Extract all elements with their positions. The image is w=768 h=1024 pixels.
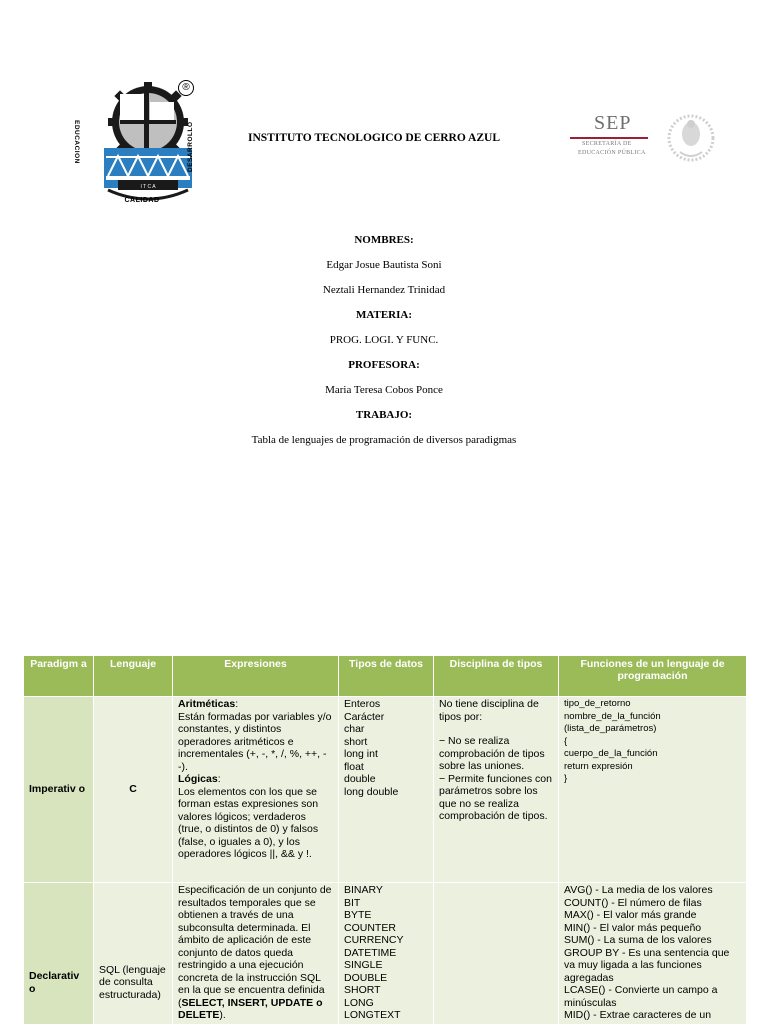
list-item: BIT: [344, 896, 361, 909]
sep-logo: [568, 108, 718, 168]
function-line: (lista_de_parámetros): [564, 723, 657, 734]
institute-title: INSTITUTO TECNOLOGICO DE CERRO AZUL: [248, 132, 501, 144]
function-line: return expresión: [564, 760, 633, 772]
list-item: BYTE: [344, 909, 372, 921]
header-type-discipline: Disciplina de tipos: [434, 656, 559, 697]
registered-mark: ®: [178, 80, 194, 96]
sep-divider: [570, 137, 648, 139]
header-data-types: Tipos de datos: [339, 656, 434, 697]
subject-value: PROG. LOGI. Y FUNC.: [329, 334, 439, 346]
data-types-cell: [339, 697, 434, 883]
sep-word: SEP: [594, 112, 632, 134]
list-item: long int: [344, 748, 378, 760]
function-line: MAX() - El valor más grande: [564, 909, 697, 921]
language-cell: SQL (lenguaje de consulta estructurada): [94, 883, 173, 1024]
functions-cell: [559, 883, 747, 1024]
list-item: LONG: [344, 996, 374, 1009]
list-item: double: [344, 773, 376, 785]
function-line: COUNT() - El número de filas: [564, 896, 702, 909]
expressions-cell: [173, 883, 339, 1024]
list-item: SINGLE: [344, 959, 383, 971]
functions-cell: [559, 697, 747, 883]
list-item: long double: [344, 785, 399, 798]
list-item: DOUBLE: [344, 971, 388, 984]
expr-text-logic: Los elementos con los que se forman estas expresiones son valores lógicos; verdaderos (true, o distintos de 0) y falsos (false, o iguales a 0), y los operadores lógicos ||, && y !.: [178, 785, 319, 860]
sep-subtitle-2: EDUCACIÓN PÚBLICA: [578, 150, 646, 156]
discipline-spacer: [439, 723, 553, 735]
function-line: tipo_de_retorno: [564, 698, 631, 709]
header-functions: Funciones de un lenguaje de programación: [559, 656, 747, 697]
table-header-row: [24, 656, 747, 697]
teacher-label: PROFESORA:: [348, 359, 420, 371]
sep-subtitle-1: SECRETARÍA DE: [582, 141, 632, 147]
discipline-line: − Permite funciones con parámetros sobre los que no se realiza comprobación de tipos.: [439, 772, 552, 822]
function-line: }: [564, 773, 568, 784]
teacher-value: Maria Teresa Cobos Ponce: [325, 384, 443, 396]
expr-text: Especificación de un conjunto de resultados temporales que se obtienen a través de una subconsulta determinada. El ámbito de aplicación de este conjunto de datos queda restringido a una ejecución concreta de la instrucción SQL en la que se encuentra definida (: [178, 884, 332, 1009]
function-line: {: [564, 735, 568, 747]
table-row: [24, 883, 747, 1024]
list-item: short: [344, 735, 368, 748]
work-value: Tabla de lenguajes de programación de diversos paradigmas: [251, 434, 517, 446]
expr-title-logic: Lógicas: [178, 773, 218, 785]
function-line: LCASE() - Convierte un campo a minúsculas: [564, 984, 718, 1009]
svg-text:I T C A: I T C A: [140, 184, 156, 190]
data-types-cell: [339, 883, 434, 1024]
list-item: DATETIME: [344, 946, 397, 959]
names-label: NOMBRES:: [354, 234, 414, 246]
list-item: BINARY: [344, 884, 383, 896]
function-line: SUM() - La suma de los valores: [564, 934, 712, 946]
mexico-seal-icon: [666, 108, 716, 166]
logo-text-left: EDUCACION: [73, 120, 80, 164]
paradigm-cell: Declarativ o: [24, 883, 94, 1024]
logo-text-right: DESARROLLO: [187, 121, 194, 172]
expr-colon-1: :: [235, 698, 239, 710]
header-paradigm: Paradigm a: [24, 656, 94, 697]
list-item: CURRENCY: [344, 934, 404, 946]
expr-text-arithmetic: Están formadas por variables y/o constantes, y distintos operadores aritméticos e incrementales (+, -, *, /, %, ++, --).: [178, 710, 332, 773]
function-line: nombre_de_la_función: [564, 710, 661, 722]
list-item: char: [344, 723, 365, 735]
function-line: GROUP BY - Es una sentencia que va muy ligada a las funciones agregadas: [564, 946, 730, 984]
student-name-2: Neztali Hernandez Trinidad: [322, 284, 446, 296]
list-item: float: [344, 760, 364, 773]
discipline-line: − No se realiza comprobación de tipos sobre las uniones.: [439, 735, 545, 772]
expr-title-arithmetic: Aritméticas: [178, 698, 236, 710]
discipline-line: No tiene disciplina de tipos por:: [439, 698, 539, 723]
table-row: [24, 697, 747, 883]
type-discipline-cell: [434, 697, 559, 883]
paradigms-table: [23, 655, 747, 1024]
function-line: MIN() - El valor más pequeño: [564, 921, 702, 934]
expr-bold-statements: SELECT, INSERT, UPDATE o DELETE: [178, 996, 323, 1021]
function-line: MID() - Extrae caracteres de un: [564, 1009, 712, 1021]
type-discipline-cell: [434, 883, 559, 1024]
list-item: LONGTEXT: [344, 1009, 401, 1021]
language-cell: C: [94, 697, 173, 883]
student-name-1: Edgar Josue Bautista Soni: [326, 259, 442, 271]
list-item: SHORT: [344, 984, 381, 996]
work-label: TRABAJO:: [355, 409, 413, 421]
function-line: AVG() - La media de los valores: [564, 884, 713, 896]
list-item: Enteros: [344, 698, 381, 710]
paradigm-cell: Imperativ o: [24, 697, 94, 883]
header-language: Lenguaje: [94, 656, 173, 697]
expressions-cell: [173, 697, 339, 883]
list-item: Carácter: [344, 710, 385, 723]
list-item: COUNTER: [344, 921, 396, 934]
function-line: cuerpo_de_la_función: [564, 748, 658, 759]
expr-colon-2: :: [217, 773, 221, 785]
logo-text-bottom: CALIDAD: [124, 197, 160, 204]
subject-label: MATERIA:: [355, 309, 412, 321]
expr-end: ).: [219, 1009, 226, 1021]
header-expressions: Expresiones: [173, 656, 339, 697]
